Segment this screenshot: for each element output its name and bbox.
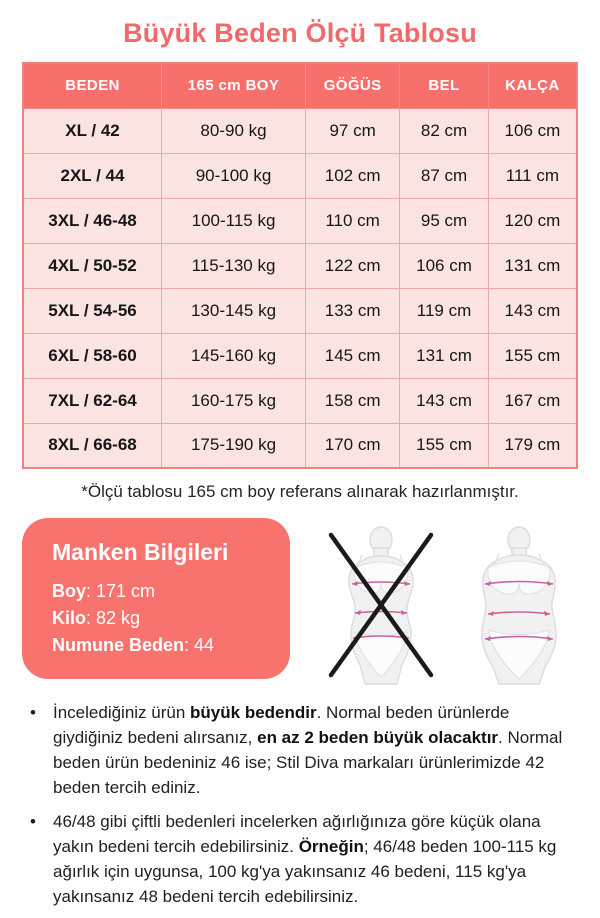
table-cell: 175-190 kg bbox=[162, 423, 306, 468]
bullet-marker: • bbox=[30, 703, 36, 722]
note-text: 46/48 gibi çiftli bedenleri incelerken ağırlığınıza göre küçük olana yakın bedeni tercih edebilirsiniz. Örneğin; 46/48 beden 100-115 kg ağırlık için uygunsa, 100 kg'ya yakınsanız 46 bedeni, 115 kg'ya yakınsanız 48 bedeni tercih edebilirsiniz. bbox=[53, 812, 557, 906]
size-table bbox=[22, 62, 578, 469]
model-weight-line bbox=[52, 605, 266, 632]
model-sample-size-value: : 44 bbox=[184, 635, 215, 655]
table-footnote: *Ölçü tablosu 165 cm boy referans alınarak hazırlanmıştır. bbox=[81, 482, 519, 501]
note-item bbox=[30, 809, 576, 909]
size-chart-infographic bbox=[0, 18, 600, 918]
table-cell: 122 cm bbox=[306, 243, 400, 288]
table-cell: 155 cm bbox=[400, 423, 489, 468]
table-cell: 111 cm bbox=[488, 153, 577, 198]
table-cell: 87 cm bbox=[400, 153, 489, 198]
table-cell: 100-115 kg bbox=[162, 198, 306, 243]
table-cell: 143 cm bbox=[400, 378, 489, 423]
table-body bbox=[23, 108, 577, 468]
table-cell: 131 cm bbox=[488, 243, 577, 288]
table-cell: 130-145 kg bbox=[162, 288, 306, 333]
table-row bbox=[23, 288, 577, 333]
note-text: İncelediğiniz ürün büyük bedendir. Normal beden ürünlerde giydiğiniz bedeni alırsanız, en az 2 beden büyük olacaktır. Normal beden ürün bedeniniz 46 ise; Stil Diva markaları ürünlerimizde 42 beden tercih ediniz. bbox=[53, 703, 563, 797]
table-cell: 106 cm bbox=[400, 243, 489, 288]
page-title: Büyük Beden Ölçü Tablosu bbox=[123, 18, 477, 48]
header-cell-kalca: KALÇA bbox=[488, 63, 577, 108]
table-cell: 120 cm bbox=[488, 198, 577, 243]
note-item bbox=[30, 700, 576, 800]
table-cell: 82 cm bbox=[400, 108, 489, 153]
table-cell: 5XL / 54-56 bbox=[23, 288, 162, 333]
table-cell: 145-160 kg bbox=[162, 333, 306, 378]
table-row bbox=[23, 378, 577, 423]
header-cell-gogus: GÖĞÜS bbox=[306, 63, 400, 108]
table-cell: 170 cm bbox=[306, 423, 400, 468]
table-cell: 133 cm bbox=[306, 288, 400, 333]
table-row bbox=[23, 243, 577, 288]
table-header-row bbox=[23, 63, 577, 108]
table-cell: 158 cm bbox=[306, 378, 400, 423]
model-info-card bbox=[22, 518, 290, 679]
table-row bbox=[23, 333, 577, 378]
table-row bbox=[23, 198, 577, 243]
table-cell: 8XL / 66-68 bbox=[23, 423, 162, 468]
table-row bbox=[23, 108, 577, 153]
table-cell: 102 cm bbox=[306, 153, 400, 198]
table-cell: 145 cm bbox=[306, 333, 400, 378]
table-row bbox=[23, 153, 577, 198]
bullet-marker: • bbox=[30, 812, 36, 831]
model-height-line bbox=[52, 578, 266, 605]
table-cell: 115-130 kg bbox=[162, 243, 306, 288]
notes-list bbox=[0, 700, 600, 909]
model-height-label: Boy bbox=[52, 581, 87, 601]
header-cell-boy: 165 cm BOY bbox=[162, 63, 306, 108]
model-height-value: : 171 cm bbox=[86, 581, 156, 601]
table-cell: 2XL / 44 bbox=[23, 153, 162, 198]
table-cell: 7XL / 62-64 bbox=[23, 378, 162, 423]
table-cell: 110 cm bbox=[306, 198, 400, 243]
header-cell-bel: BEL bbox=[400, 63, 489, 108]
model-weight-value: : 82 kg bbox=[86, 608, 141, 628]
table-cell: 80-90 kg bbox=[162, 108, 306, 153]
table-cell: XL / 42 bbox=[23, 108, 162, 153]
model-info-section bbox=[22, 518, 578, 686]
table-cell: 119 cm bbox=[400, 288, 489, 333]
incorrect-figure-crossed-icon bbox=[324, 526, 438, 686]
measurement-figures bbox=[318, 518, 578, 686]
model-sample-size-line bbox=[52, 632, 266, 659]
table-cell: 155 cm bbox=[488, 333, 577, 378]
table-cell: 90-100 kg bbox=[162, 153, 306, 198]
model-sample-size-label: Numune Beden bbox=[52, 635, 185, 655]
table-cell: 6XL / 58-60 bbox=[23, 333, 162, 378]
table-row bbox=[23, 423, 577, 468]
header-cell-beden: BEDEN bbox=[23, 63, 162, 108]
table-cell: 160-175 kg bbox=[162, 378, 306, 423]
correct-figure-icon bbox=[462, 526, 576, 686]
table-cell: 143 cm bbox=[488, 288, 577, 333]
table-cell: 3XL / 46-48 bbox=[23, 198, 162, 243]
table-cell: 97 cm bbox=[306, 108, 400, 153]
table-cell: 167 cm bbox=[488, 378, 577, 423]
model-weight-label: Kilo bbox=[52, 608, 86, 628]
model-info-title: Manken Bilgileri bbox=[52, 539, 229, 565]
table-cell: 4XL / 50-52 bbox=[23, 243, 162, 288]
table-cell: 95 cm bbox=[400, 198, 489, 243]
table-cell: 179 cm bbox=[488, 423, 577, 468]
table-cell: 106 cm bbox=[488, 108, 577, 153]
table-cell: 131 cm bbox=[400, 333, 489, 378]
